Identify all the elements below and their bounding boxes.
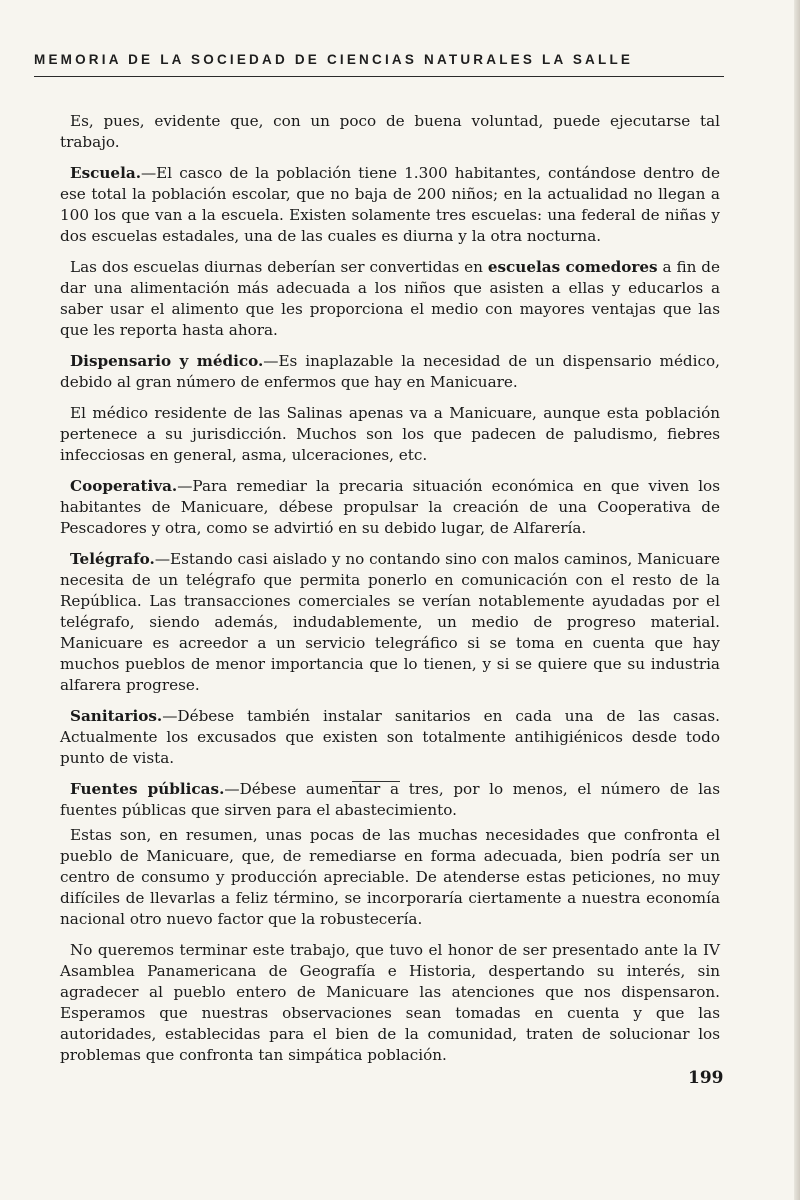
paragraph-sanitarios: [60, 706, 720, 769]
paragraph: [60, 257, 720, 341]
paragraph: [60, 111, 720, 153]
running-head: MEMORIA DE LA SOCIEDAD DE CIENCIAS NATURALES LA SALLE: [34, 52, 634, 67]
section-divider: [352, 781, 400, 782]
paragraph-summary: Estas son, en resumen, unas pocas de las muchas necesidades que confronta el pueblo de Manicuare, que, de remediarse en forma adecuada, bien podría ser un centro de consumo y producción apreciable. De atenderse estas peticiones, no muy difíciles de llevarlas a feliz término, se incorporaría ciertamente a nuestra economía nacional otro nuevo factor que la robustecería.: [60, 826, 720, 928]
paragraph-heading: Telégrafo.: [70, 550, 155, 568]
paragraph-text: —El casco de la población tiene 1.300 habitantes, contándose dentro de ese total la población escolar, que no baja de 200 niños; en la actualidad no llegan a 100 los que van a la escuela. Existen solamente tres escuelas: una federal de niñas y dos escuelas estadales, una de las cuales es diurna y la otra nocturna.: [60, 164, 720, 245]
paragraph: [60, 403, 720, 466]
paragraph-text: —Para remediar la precaria situación económica en que viven los habitantes de Manicuare, débese propulsar la creación de una Cooperativa de Pescadores y otra, como se advirtió en su debido lugar, de Alfarería.: [60, 477, 720, 537]
paragraph-heading: Cooperativa.: [70, 477, 178, 495]
paragraph-text: —Débese aumentar a tres, por lo menos, el número de las fuentes públicas que sirven para el abastecimiento.: [60, 780, 720, 819]
paragraph-cooperativa: [60, 476, 720, 539]
paragraph-closing: No queremos terminar este trabajo, que tuvo el honor de ser presentado ante la IV Asamblea Panamericana de Geografía e Historia, despertando su interés, sin agradecer al pueblo entero de Manicuare las atenciones que nos dispensaron. Esperamos que nuestras observaciones sean tomadas en cuenta y que las autoridades, establecidas para el bien de la comunidad, traten de solucionar los problemas que confronta tan simpática población.: [60, 941, 720, 1064]
body-section-2: [60, 825, 720, 1076]
page-number: 199: [688, 1068, 724, 1088]
paragraph-text: El médico residente de las Salinas apenas va a Manicuare, aunque esta población pertenece a su jurisdicción. Muchos son los que padecen de paludismo, fiebres infecciosas en general, asma, ulceraciones, etc.: [60, 404, 720, 464]
body-section-1: [60, 111, 720, 831]
paragraph-dispensario: [60, 351, 720, 393]
paragraph-text: —Débese también instalar sanitarios en cada una de las casas. Actualmente los excusados que existen son totalmente antihigiénicos desde todo punto de vista.: [60, 707, 720, 767]
page-edge: [794, 0, 800, 1200]
header-rule: [34, 76, 724, 77]
paragraph-heading: Fuentes públicas.: [70, 780, 225, 798]
paragraph-text: Es, pues, evidente que, con un poco de buena voluntad, puede ejecutarse tal trabajo.: [60, 112, 720, 151]
paragraph-heading: Sanitarios.: [70, 707, 163, 725]
paragraph-heading: Dispensario y médico.: [70, 352, 264, 370]
paragraph-heading: Escuela.: [70, 164, 141, 182]
paragraph-telegrafo: [60, 549, 720, 696]
paragraph-text: —Es inaplazable la necesidad de un dispensario médico, debido al gran número de enfermos que hay en Manicuare.: [60, 352, 720, 391]
paragraph-emphasis: escuelas comedores: [487, 258, 658, 276]
paragraph-text: Las dos escuelas diurnas deberían ser convertidas en: [70, 258, 488, 276]
paragraph-text: a fin de dar una alimentación más adecuada a los niños que asisten a ellas y educarlos a saber usar el alimento que les proporciona el medio con mayores ventajas que las que les reporta hasta ahora.: [60, 258, 720, 339]
paragraph-fuentes: [60, 779, 720, 821]
paragraph-text: —Estando casi aislado y no contando sino con malos caminos, Manicuare necesita de un telégrafo que permita ponerlo en comunicación con el resto de la República. Las transacciones comerciales se verían notablemente ayudadas por el telégrafo, siendo además, indudablemente, un medio de progreso material. Manicuare es acreedor a un servicio telegráfico si se toma en cuenta que hay muchos pueblos de menor importancia que lo tienen, y si se quiere que su industria alfarera progrese.: [60, 550, 720, 694]
paragraph-escuela: [60, 163, 720, 247]
